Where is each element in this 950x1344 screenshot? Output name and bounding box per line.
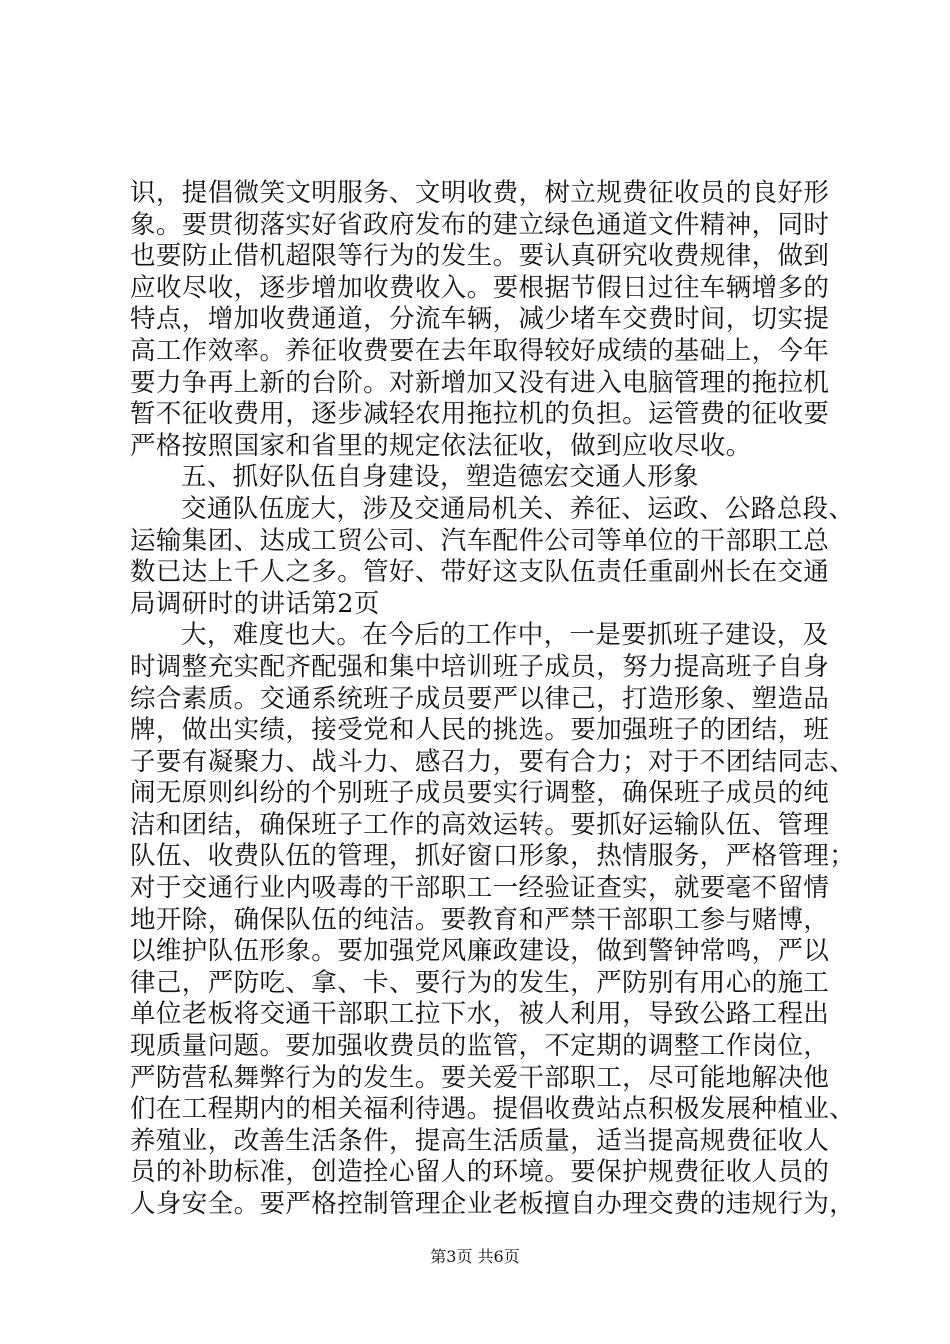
- text-line: 对于交通行业内吸毒的干部职工一经验证查实，就要毫不留情: [130, 873, 830, 904]
- text-line: 暂不征收费用，逐步减轻农用拖拉机的负担。运管费的征收要: [130, 399, 830, 430]
- text-line: 牌，做出实绩，接受党和人民的挑选。要加强班子的团结，班: [130, 715, 830, 746]
- text-line: 严防营私舞弊行为的发生。要关爱干部职工，尽可能地解决他: [130, 1062, 830, 1093]
- text-line: 综合素质。交通系统班子成员要严以律己，打造形象、塑造品: [130, 683, 830, 714]
- text-line: 大，难度也大。在今后的工作中，一是要抓班子建设，及: [181, 620, 829, 651]
- text-line: 养殖业，改善生活条件，提高生活质量，适当提高规费征收人: [130, 1125, 830, 1156]
- text-line: 高工作效率。养征收费要在去年取得较好成绩的基础上，今年: [130, 335, 830, 366]
- text-line: 也要防止借机超限等行为的发生。要认真研究收费规律，做到: [130, 241, 830, 272]
- text-line: 以维护队伍形象。要加强党风廉政建设，做到警钟常鸣，严以: [130, 936, 830, 967]
- text-line: 人身安全。要严格控制管理企业老板擅自办理交费的违规行为，: [130, 1189, 856, 1219]
- text-line: 地开除，确保队伍的纯洁。要教育和严禁干部职工参与赌博，: [130, 904, 830, 935]
- text-line: 现质量问题。要加强收费员的监管，不定期的调整工作岗位，: [130, 1031, 830, 1062]
- text-line: 律己，严防吃、拿、卡、要行为的发生，严防别有用心的施工: [130, 967, 830, 998]
- text-line: 运输集团、达成工贸公司、汽车配件公司等单位的干部职工总: [130, 525, 830, 556]
- text-line: 数已达上千人之多。管好、带好这支队伍责任重副州长在交通: [130, 557, 830, 588]
- page-footer: [0, 1246, 950, 1268]
- text-line: 局调研时的讲话第2页: [130, 588, 380, 619]
- page-number: 第3页 共6页: [430, 1247, 520, 1266]
- text-line: 队伍、收费队伍的管理，抓好窗口形象，热情服务，严格管理；: [130, 841, 856, 872]
- text-line: 子要有凝聚力、战斗力、感召力，要有合力；对于不团结同志、: [130, 746, 856, 777]
- text-line: 象。要贯彻落实好省政府发布的建立绿色通道文件精神，同时: [130, 209, 830, 240]
- document-body: [130, 178, 856, 1221]
- text-line: 严格按照国家和省里的规定依法征收，做到应收尽收。: [130, 430, 752, 461]
- text-line: 识，提倡微笑文明服务、文明收费，树立规费征收员的良好形: [130, 178, 830, 208]
- text-line: 五、抓好队伍自身建设，塑造德宏交通人形象: [181, 462, 700, 493]
- text-line: 闹无原则纠纷的个别班子成员要实行调整，确保班子成员的纯: [130, 778, 830, 809]
- text-line: 时调整充实配齐配强和集中培训班子成员，努力提高班子自身: [130, 651, 830, 682]
- text-line: 们在工程期内的相关福利待遇。提倡收费站点积极发展种植业、: [130, 1094, 856, 1125]
- text-line: 要力争再上新的台阶。对新增加又没有进入电脑管理的拖拉机: [130, 367, 830, 398]
- text-line: 特点，增加收费通道，分流车辆，减少堵车交费时间，切实提: [130, 304, 830, 335]
- text-line: 单位老板将交通干部职工拉下水，被人利用，导致公路工程出: [130, 999, 830, 1030]
- text-line: 洁和团结，确保班子工作的高效运转。要抓好运输队伍、管理: [130, 809, 830, 840]
- text-line: 员的补助标准，创造拴心留人的环境。要保护规费征收人员的: [130, 1157, 830, 1188]
- text-line: 交通队伍庞大，涉及交通局机关、养征、运政、公路总段、: [181, 493, 855, 524]
- text-line: 应收尽收，逐步增加收费收入。要根据节假日过往车辆增多的: [130, 272, 830, 303]
